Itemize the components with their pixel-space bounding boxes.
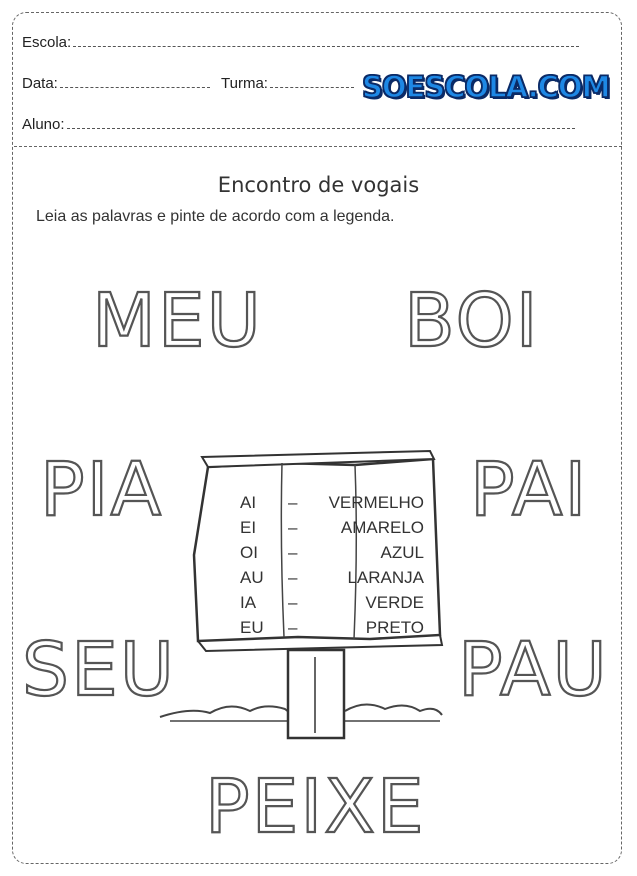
date-line[interactable]: [60, 87, 210, 88]
legend-dash: –: [288, 568, 298, 587]
word-pau[interactable]: PAU: [458, 627, 609, 713]
activity-instruction: Leia as palavras e pinte de acordo com a legenda.: [36, 208, 395, 225]
word-meu[interactable]: MEU: [92, 278, 263, 364]
word-pai[interactable]: PAI: [470, 447, 589, 533]
legend-dash: –: [288, 618, 298, 637]
color-legend: [240, 493, 430, 643]
legend-color: AZUL: [380, 543, 424, 562]
legend-color: VERMELHO: [328, 493, 424, 512]
header-divider: [14, 146, 622, 147]
activity-title: Encontro de vogais: [217, 173, 420, 197]
date-label: Data:: [22, 75, 58, 92]
legend-row: [240, 493, 430, 518]
class-line[interactable]: [270, 87, 354, 88]
legend-vowels: AI: [240, 493, 257, 512]
legend-color: PRETO: [365, 618, 424, 637]
soescola-logo: SOESCOLA.COM: [362, 70, 610, 104]
legend-dash: –: [288, 593, 298, 612]
class-label: Turma:: [221, 75, 268, 92]
date-field: [22, 75, 210, 92]
legend-dash: –: [288, 518, 298, 537]
legend-color: LARANJA: [347, 568, 424, 587]
school-label: Escola:: [22, 34, 72, 51]
legend-vowels: EU: [240, 618, 264, 637]
legend-row: [240, 618, 430, 643]
legend-dash: –: [288, 543, 298, 562]
legend-vowels: OI: [240, 543, 258, 562]
legend-row: [240, 568, 430, 593]
legend-row: [240, 543, 430, 568]
class-field: [221, 75, 354, 92]
school-line[interactable]: [73, 46, 579, 47]
word-seu[interactable]: SEU: [22, 627, 176, 713]
legend-vowels: AU: [240, 568, 264, 587]
student-label: Aluno:: [22, 116, 65, 133]
school-field: [22, 34, 579, 51]
legend-color: VERDE: [365, 593, 424, 612]
student-field: [22, 116, 575, 133]
legend-vowels: EI: [240, 518, 257, 537]
legend-row: [240, 593, 430, 618]
legend-dash: –: [288, 493, 298, 512]
legend-vowels: IA: [240, 593, 257, 612]
legend-row: [240, 518, 430, 543]
word-pia[interactable]: PIA: [40, 447, 164, 533]
word-boi[interactable]: BOI: [404, 278, 540, 364]
legend-color: AMARELO: [340, 518, 424, 537]
word-peixe[interactable]: PEIXE: [205, 764, 426, 850]
student-line[interactable]: [67, 128, 575, 129]
